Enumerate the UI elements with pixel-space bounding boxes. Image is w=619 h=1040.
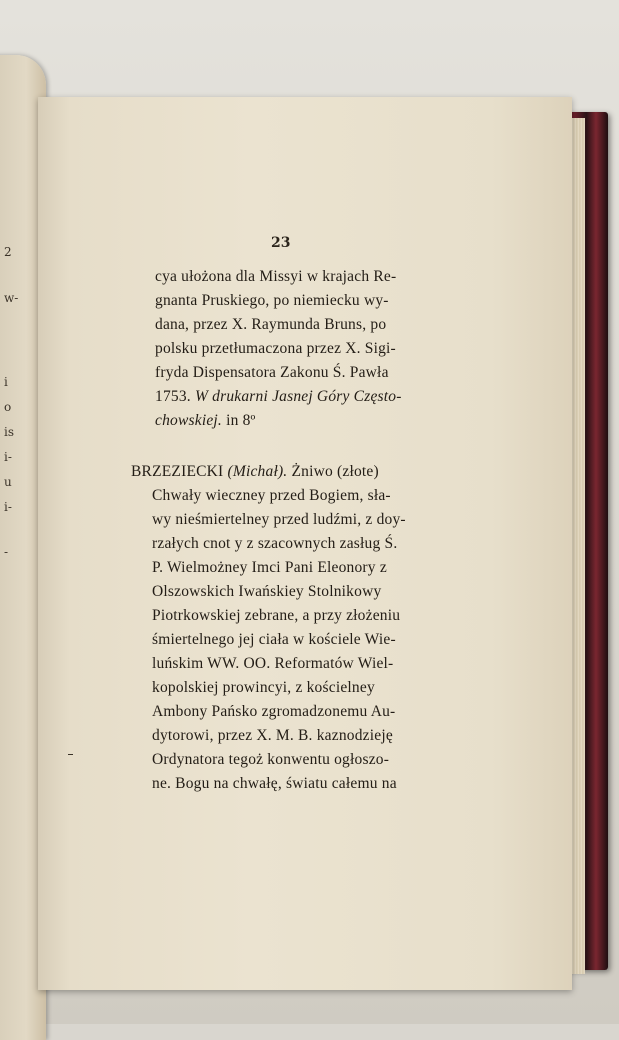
- text-line: fryda Dispensatora Zakonu Ś. Pawła: [155, 364, 389, 381]
- left-page-fragment: i-: [4, 500, 12, 514]
- text-line: Ambony Pańsko zgromadzonemu Au-: [152, 703, 396, 720]
- text-line: śmiertelnego jej ciała w kościele Wie-: [152, 631, 396, 648]
- left-page-fragment: is: [4, 425, 14, 439]
- imprint-line: [155, 388, 402, 406]
- text-line: rzałych cnot y z szacownych zasług Ś.: [152, 535, 398, 552]
- author-surname: BRZEZIECKI: [131, 463, 224, 480]
- imprint-line-2: [155, 412, 256, 430]
- margin-mark: [68, 754, 73, 755]
- publication-year: 1753.: [155, 388, 191, 405]
- text-line: Ordynatora tegoż konwentu ogłoszo-: [152, 751, 390, 768]
- left-page-fragment: w-: [4, 291, 19, 305]
- left-page-fragment: i-: [4, 450, 12, 464]
- left-page-fragment: o: [4, 400, 12, 414]
- left-page-fragment: u: [4, 475, 12, 489]
- left-page-fragment: 2: [4, 245, 12, 259]
- text-line: Piotrkowskiej zebrane, a przy złożeniu: [152, 607, 401, 624]
- author-given-name: (Michał).: [227, 463, 288, 480]
- text-line: wy nieśmiertelney przed ludźmi, z doy-: [152, 511, 406, 528]
- page-number: 23: [271, 235, 291, 251]
- text-line: gnanta Pruskiego, po niemiecku wy-: [155, 292, 389, 309]
- title-start: Żniwo (złote): [291, 463, 379, 480]
- text-line: polsku przetłumaczona przez X. Sigi-: [155, 340, 396, 357]
- text-line: kopolskiej prowincyi, z kościelney: [152, 679, 375, 696]
- left-page-fragment: i: [4, 375, 8, 389]
- text-line: cya ułożona dla Missyi w krajach Re-: [155, 268, 397, 285]
- text-line: Chwały wieczney przed Bogiem, sła-: [152, 487, 391, 504]
- printer-imprint: W drukarni Jasnej Góry Często-: [194, 388, 402, 405]
- printer-imprint-continued: chowskiej.: [155, 412, 222, 429]
- text-line: luńskim WW. OO. Reformatów Wiel-: [152, 655, 394, 672]
- text-line: dana, przez X. Raymunda Bruns, po: [155, 316, 387, 333]
- entry-heading: [131, 463, 379, 481]
- text-line: P. Wielmożney Imci Pani Eleonory z: [152, 559, 387, 576]
- text-line: dytorowi, przez X. M. B. kaznodzieję: [152, 727, 393, 744]
- left-page-fragment: -: [4, 545, 9, 559]
- text-line: Olszowskich Iwańskiey Stolnikowy: [152, 583, 382, 600]
- book-format: in 8º: [226, 412, 256, 429]
- text-line: ne. Bogu na chwałę, światu całemu na: [152, 775, 397, 792]
